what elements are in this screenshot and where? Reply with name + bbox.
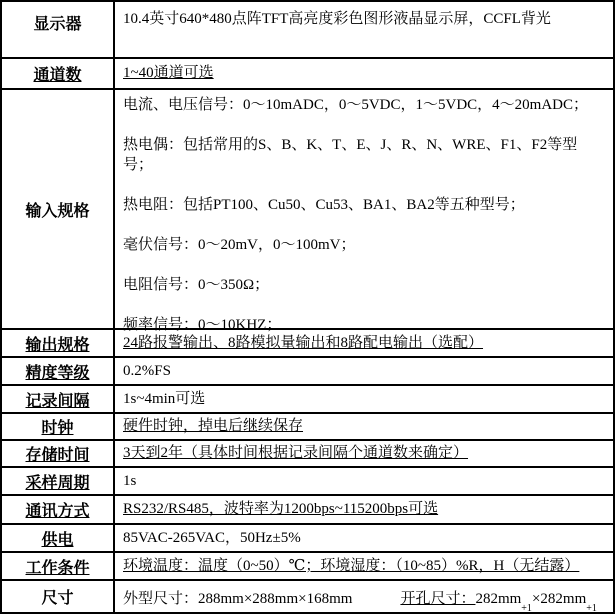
value-text: 10.4英寸640*480点阵TFT高亮度彩色图形液晶显示屏，CCFL背光 [123, 11, 551, 27]
row-value [115, 2, 613, 57]
hole-dimension-v1: 282mm [475, 591, 522, 607]
row-label [2, 553, 115, 579]
row-label [2, 2, 115, 57]
spec-row-sampling-period [2, 468, 613, 496]
row-label [2, 581, 115, 612]
label-text: 记录间隔 [25, 392, 90, 410]
value-text: 1s~4min可选 [123, 390, 206, 407]
row-value [115, 414, 613, 439]
row-value [115, 553, 613, 579]
row-label [2, 441, 115, 466]
spec-row-communication [2, 496, 613, 525]
label-text: 输入规格 [25, 202, 90, 220]
row-label [2, 386, 115, 412]
row-value [115, 441, 613, 466]
value-text: RS232/RS485，波特率为1200bps~115200bps可选 [123, 501, 439, 517]
spec-row-dimensions [2, 581, 613, 612]
value-text: 环境温度：温度（0~50）℃；环境湿度：（10~85）%R，H（无结露） [123, 557, 580, 574]
label-text: 输出规格 [25, 336, 90, 354]
value-text: 24路报警输出、8路模拟量输出和8路配电输出（选配） [123, 334, 484, 351]
row-label [2, 525, 115, 551]
row-label [2, 496, 115, 523]
row-value [115, 525, 613, 551]
spec-row-accuracy [2, 358, 613, 386]
value-text: 1s [123, 472, 137, 489]
input-line-current-voltage: 电流、电压信号：0～10mADC，0～5VDC，1～5VDC，4～20mADC； [123, 97, 589, 113]
row-value [115, 386, 613, 412]
spec-row-record-interval [2, 386, 613, 414]
row-value [115, 330, 613, 356]
label-text: 通道数 [33, 67, 82, 84]
spec-row-clock [2, 414, 613, 441]
spec-row-output-spec [2, 330, 613, 358]
row-label [2, 468, 115, 494]
row-value [115, 90, 613, 333]
row-value [115, 468, 613, 494]
value-text: 3天到2年（具体时间根据记录间隔个通道数来确定） [123, 445, 469, 461]
label-text: 工作条件 [25, 559, 90, 577]
value-text: 硬件时钟，掉电后继续保存 [123, 418, 304, 434]
row-label [2, 330, 115, 356]
input-line-frequency: 频率信号：0～10KHZ； [123, 317, 282, 333]
row-label [2, 414, 115, 439]
spec-row-channels [2, 59, 613, 90]
input-line-millivolt: 毫伏信号：0～20mV，0～100mV； [123, 237, 356, 253]
value-text: 1~40通道可选 [123, 65, 214, 81]
label-text: 采样周期 [25, 474, 90, 492]
spec-row-power-supply [2, 525, 613, 553]
hole-dimension-v2: 282mm [540, 591, 587, 607]
outer-dimension-text: 外型尺寸：288mm×288mm×168mm [123, 591, 353, 607]
spec-row-working-conditions [2, 553, 613, 581]
label-text: 精度等级 [25, 364, 90, 382]
label-text: 供电 [41, 531, 74, 549]
row-value [115, 59, 613, 88]
row-label [2, 358, 115, 384]
label-text: 存储时间 [25, 447, 90, 464]
spec-row-storage-time [2, 441, 613, 468]
value-text: 0.2%FS [123, 362, 171, 379]
label-text: 显示器 [33, 16, 82, 33]
label-text: 通讯方式 [25, 503, 90, 520]
row-value [115, 496, 613, 523]
label-text: 时钟 [41, 420, 74, 437]
row-value [115, 358, 613, 384]
row-value: 外型尺寸：288mm×288mm×168mm 开孔尺寸： 282mm +1 × 282mm +1 [123, 591, 597, 614]
input-line-thermocouple: 热电偶：包括常用的S、B、K、T、E、J、R、N、WRE、F1、F2等型号； [123, 137, 578, 173]
label-text: 尺寸 [41, 590, 74, 607]
value-text: 85VAC-265VAC，50Hz±5% [123, 529, 301, 546]
hole-dimension-label: 开孔尺寸： [400, 591, 476, 607]
spec-row-input-spec [2, 90, 613, 333]
input-line-resistance: 电阻信号：0～350Ω； [123, 277, 270, 293]
row-label [2, 90, 115, 328]
hole-dimension-times: × [531, 591, 541, 607]
row-label [2, 59, 115, 88]
input-line-rtd: 热电阻：包括PT100、Cu50、Cu53、BA1、BA2等五种型号； [123, 197, 525, 213]
spec-row-display [2, 2, 613, 59]
